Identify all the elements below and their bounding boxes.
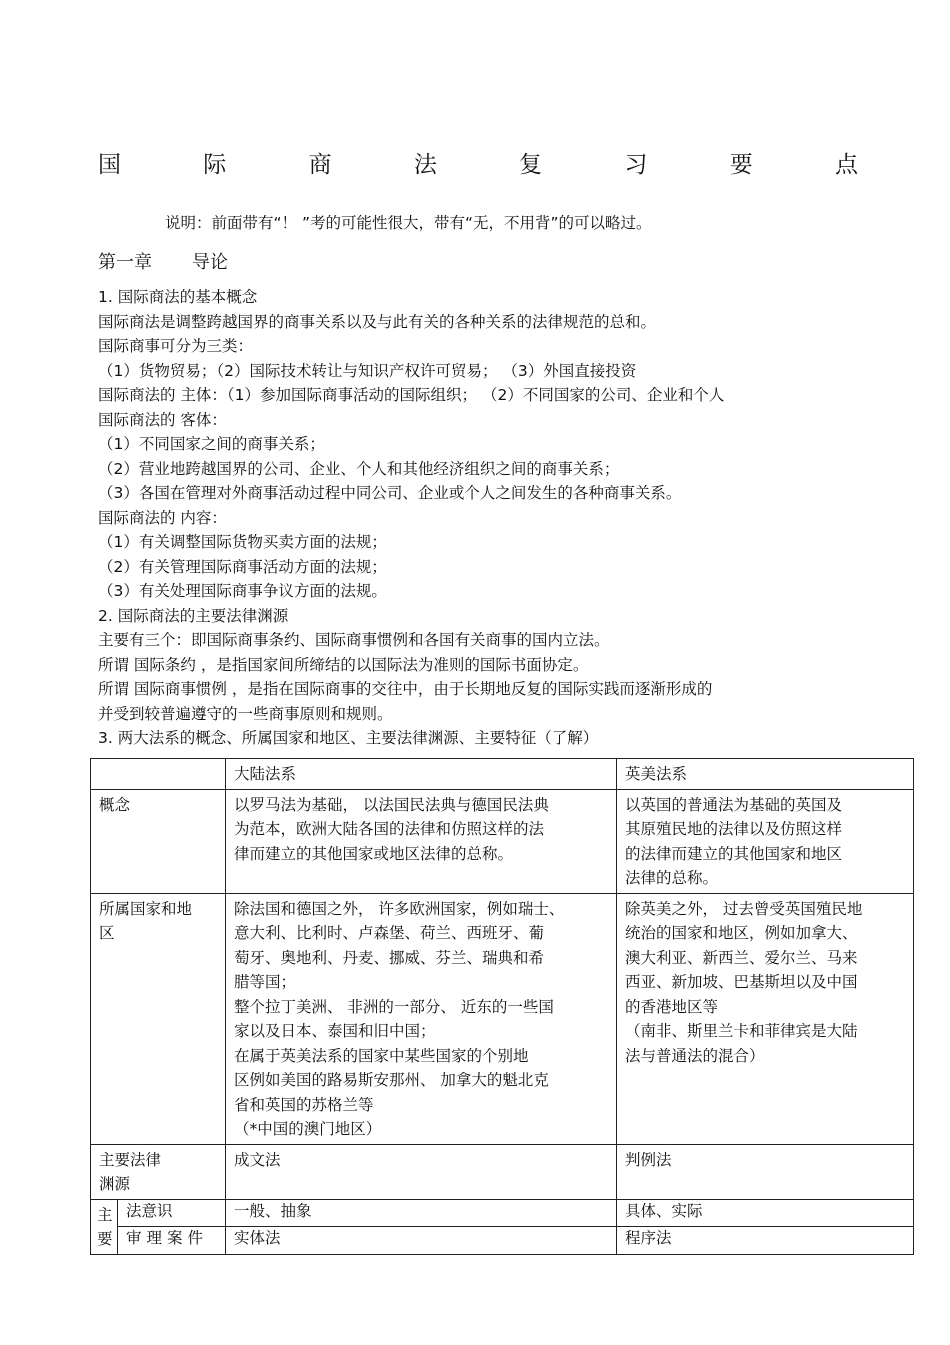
row-label-region [91,893,226,1144]
cell-line: 腊等国； [234,973,297,991]
cell-line: 澳大利亚、新西兰、爱尔兰、马来 [625,948,858,967]
cell-line: 的法律而建立的其他国家和地区 [625,844,843,863]
text-line: 并受到较普遍遵守的一些商事原则和规则。 [98,704,393,723]
title-char: 习 [624,152,648,178]
text-line: 1. 国际商法的基本概念 [98,288,258,306]
text-line: 所谓 国际商事惯例 ，是指在国际商事的交往中，由于长期地反复的国际实践而逐渐形成的 [98,680,713,698]
table-row-feature-2 [91,1227,914,1255]
cell-concept-common [617,789,914,893]
text-line: （1）有关调整国际货物买卖方面的法规； [98,533,387,551]
title-char: 法 [413,152,437,178]
cell-line: 以英国的普通法为基础的英国及 [625,795,843,814]
table-row-concept [91,789,914,893]
cell-line: 在属于英美法系的国家中某些国家的个别地 [234,1046,529,1065]
title-char: 国 [98,152,121,178]
cell-line: 整个拉丁美洲、 非洲的一部分、 近东的一些国 [234,997,554,1016]
title-char: 复 [519,152,543,178]
table-header-row [91,759,914,790]
text-line: 国际商法是调整跨越国界的商事关系以及与此有关的各种关系的法律规范的总和。 [98,312,657,331]
cell-line: 渊源 [99,1175,131,1193]
title-char: 要 [729,152,753,178]
chapter-number: 第一章 [98,252,152,273]
row-label-features-group [91,1199,118,1254]
title-char: 商 [308,152,332,178]
cell-line: 省和英国的苏格兰等 [234,1095,374,1114]
text-line: （1）不同国家之间的商事关系； [98,435,325,453]
title-char: 际 [203,152,227,178]
cell-source-common: 判例法 [617,1144,914,1199]
cell-line: 要 [97,1230,113,1248]
cell-concept-civil [226,789,617,893]
cell-feature-1-civil: 一般、抽象 [226,1199,617,1227]
text-line: 国际商法的 客体： [98,410,227,429]
cell-line: 法与普通法的混合） [625,1046,765,1065]
cell-line: 西亚、新加坡、巴基斯坦以及中国 [625,973,858,991]
table-row-feature-1 [91,1199,914,1227]
text-line: 国际商事可分为三类： [98,337,254,355]
row-label-feature-2: 审理案件 [118,1227,226,1255]
row-label-source [91,1144,226,1199]
text-line: 所谓 国际条约 ，是指国家间所缔结的以国际法为准则的国际书面协定。 [98,655,589,674]
text-line: 2. 国际商法的主要法律渊源 [98,606,289,625]
cell-line: （南非、斯里兰卡和菲律宾是大陆 [625,1022,858,1040]
table-header-blank [91,759,226,790]
cell-line: 除英美之外， 过去曾受英国殖民地 [625,899,863,918]
text-line: 国际商法的 主体：（1）参加国际商事活动的国际组织； （2）不同国家的公司、企业和个人 [98,386,725,404]
cell-line: （*中国的澳门地区） [234,1120,382,1138]
table-row-region [91,893,914,1144]
cell-line: 主要法律 [99,1150,162,1169]
cell-feature-2-civil: 实体法 [226,1227,617,1255]
cell-line: 萄牙、奥地利、丹麦、挪威、芬兰、瑞典和希 [234,948,545,967]
cell-line: 的香港地区等 [625,997,719,1016]
cell-region-civil [226,893,617,1144]
table-header-common: 英美法系 [617,759,914,790]
cell-line: 统治的国家和地区，例如加拿大、 [625,924,858,942]
row-label-concept: 概念 [91,789,226,893]
text-line: 3. 两大法系的概念、所属国家和地区、主要法律渊源、主要特征（了解） [98,729,599,747]
cell-line: 意大利、比利时、卢森堡、荷兰、西班牙、葡 [234,924,545,942]
comparison-table [90,758,914,1255]
text-line: 国际商法的 内容： [98,508,227,527]
cell-line: 家以及日本、泰国和旧中国； [234,1022,436,1040]
cell-line: 为范本，欧洲大陆各国的法律和仿照这样的法 [234,820,545,838]
cell-line: 其原殖民地的法律以及仿照这样 [625,820,843,838]
chapter-name: 导论 [192,252,228,273]
cell-line: 以罗马法为基础， 以法国民法典与德国民法典 [234,795,549,814]
table-header-civil: 大陆法系 [226,759,617,790]
body-text [98,285,918,751]
title-char: 点 [834,152,858,178]
row-label-feature-1: 法意识 [118,1199,226,1227]
text-line: 主要有三个：即国际商事条约、国际商事惯例和各国有关商事的国内立法。 [98,631,610,649]
cell-line: 区例如美国的路易斯安那州、 加拿大的魁北克 [234,1071,549,1089]
cell-line: 律而建立的其他国家或地区法律的总称。 [234,844,514,863]
cell-region-common [617,893,914,1144]
cell-source-civil: 成文法 [226,1144,617,1199]
cell-line: 主 [97,1205,113,1224]
page-title [98,146,858,179]
text-line: （3）有关处理国际商事争议方面的法规。 [98,582,387,600]
chapter-heading [98,248,228,274]
table-row-source [91,1144,914,1199]
cell-line: 所属国家和地 [99,899,193,918]
cell-line: 除法国和德国之外， 许多欧洲国家，例如瑞士、 [234,899,565,918]
cell-feature-2-common: 程序法 [617,1227,914,1255]
text-line: （2）营业地跨越国界的公司、企业、个人和其他经济组织之间的商事关系； [98,459,620,478]
cell-feature-1-common: 具体、实际 [617,1199,914,1227]
text-line: （1）货物贸易；（2）国际技术转让与知识产权许可贸易； （3）外国直接投资 [98,361,637,380]
text-line: （2）有关管理国际商事活动方面的法规； [98,557,387,576]
note-text: 说明：前面带有“！ ”考的可能性很大，带有“无，不用背”的可以略过。 [165,214,652,232]
text-line: （3）各国在管理对外商事活动过程中同公司、企业或个人之间发生的各种商事关系。 [98,484,682,502]
cell-line: 法律的总称。 [625,869,719,887]
cell-line: 区 [99,924,115,942]
